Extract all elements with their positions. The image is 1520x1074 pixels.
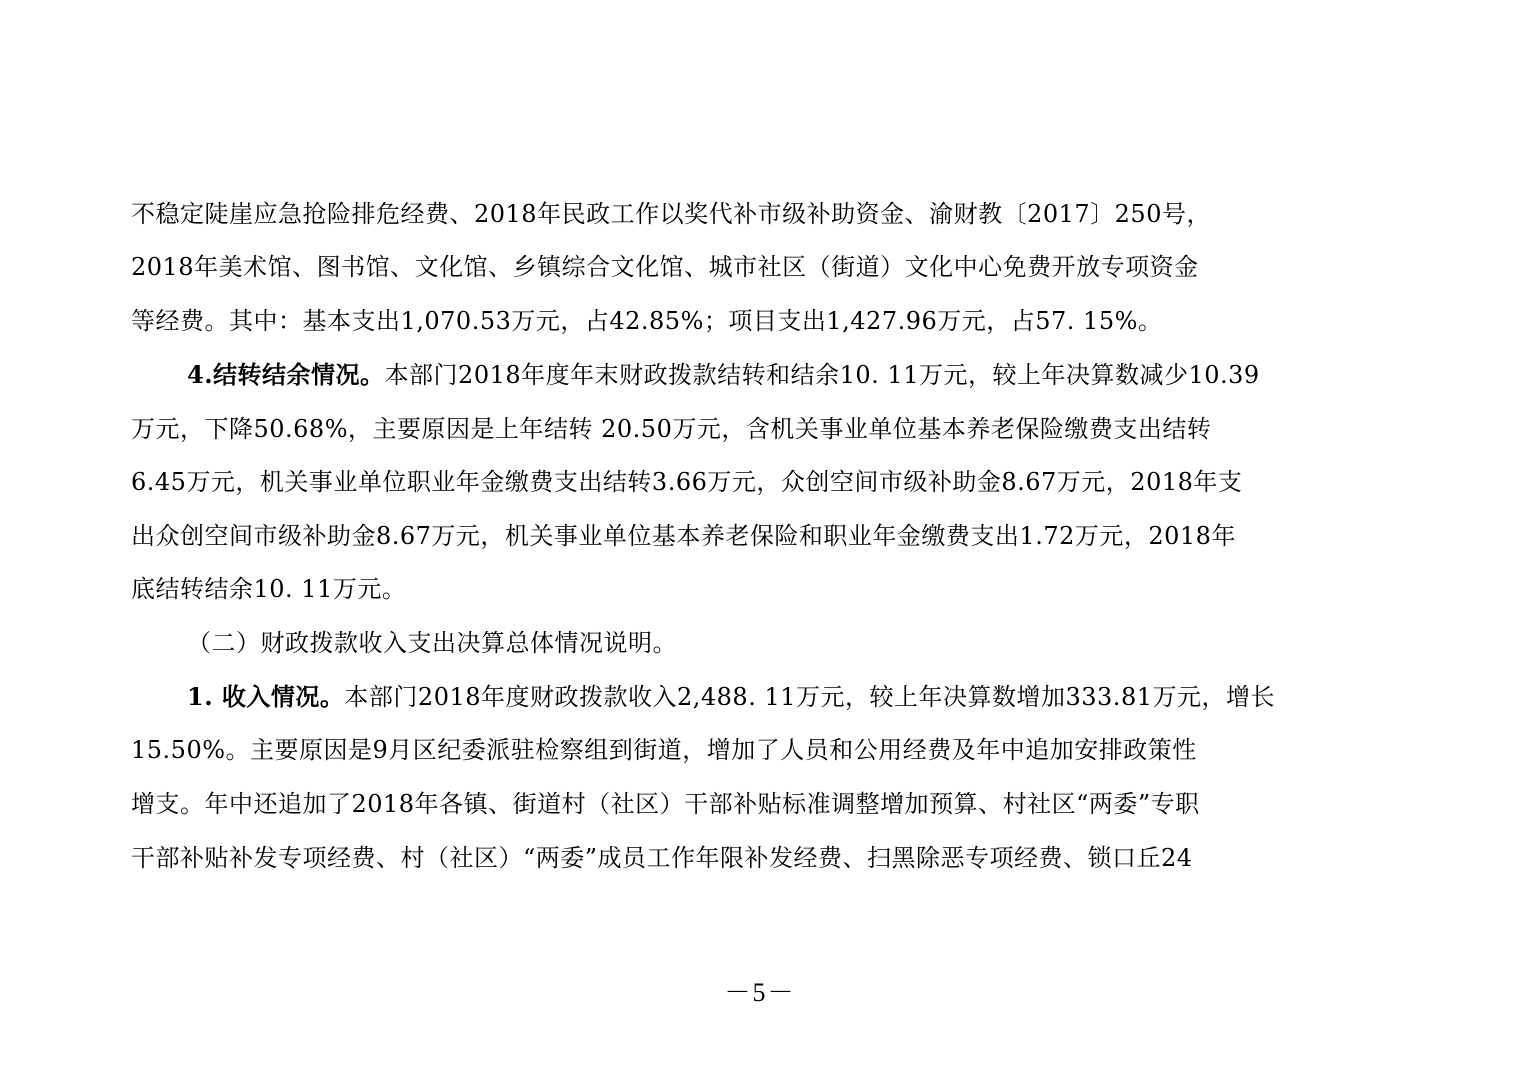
text-line: 2018年美术馆、图书馆、文化馆、乡镇综合文化馆、城市社区（街道）文化中心免费开放专项资金 xyxy=(131,253,1199,281)
text-line: 万元，下降50.68%，主要原因是上年结转 20.50万元，含机关事业单位基本养老保险缴费支出结转 xyxy=(131,415,1212,443)
section-1-heading: 1. 收入情况。 xyxy=(187,682,345,711)
text-line: 等经费。其中：基本支出1,070.53万元，占42.85%；项目支出1,427.96万元，占57. 15%。 xyxy=(131,307,1163,335)
text-line: 增支。年中还追加了2018年各镇、街道村（社区）干部补贴标准调整增加预算、村社区“两委”专职 xyxy=(131,790,1200,818)
section-4-heading: 4.结转结余情况。 xyxy=(187,360,385,389)
text-line: 底结转结余10. 11万元。 xyxy=(131,575,407,603)
text-line: 干部补贴补发专项经费、村（社区）“两委”成员工作年限补发经费、扫黑除恶专项经费、锁口丘24 xyxy=(131,844,1193,872)
section-4-text: 本部门2018年度年末财政拨款结转和结余10. 11万元，较上年决算数减少10.39 xyxy=(384,361,1260,389)
subsection-heading: （二）财政拨款收入支出决算总体情况说明。 xyxy=(187,629,677,657)
text-line: 6.45万元，机关事业单位职业年金缴费支出结转3.66万元，众创空间市级补助金8.67万元，2018年支 xyxy=(131,468,1243,496)
section-4-first-line xyxy=(187,353,1391,397)
page-number: －5－ xyxy=(724,978,796,1007)
text-line: 不稳定陡崖应急抢险排危经费、2018年民政工作以奖代补市级补助资金、渝财教〔2017〕250号， xyxy=(131,200,1211,228)
section-1-first-line xyxy=(187,675,1391,719)
text-line: 15.50%。主要原因是9月区纪委派驻检察组到街道，增加了人员和公用经费及年中追加安排政策性 xyxy=(131,736,1197,764)
text-line: 出众创空间市级补助金8.67万元，机关事业单位基本养老保险和职业年金缴费支出1.72万元，2018年 xyxy=(131,522,1236,550)
section-1-text: 本部门2018年度财政拨款收入2,488. 11万元，较上年决算数增加333.81万元，增长 xyxy=(344,683,1275,711)
